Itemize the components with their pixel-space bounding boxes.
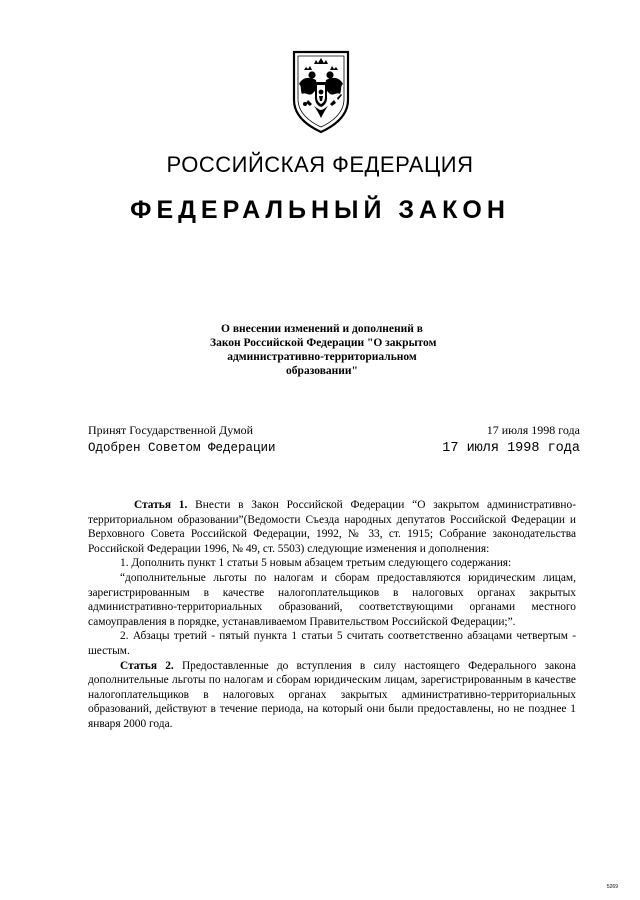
approved-date: 17 июля 1998 года — [442, 441, 580, 456]
subject-line: образовании" — [286, 365, 358, 377]
article-1-text: Внести в Закон Российской Федерации “О закрытом административно-территориальном образовании”(Ведомости Съезда народных депутатов Российской Федерации и Верховного Совета Российской Федерации, 1992, № 33, ст. 1915; Собрание законодательства Российской Федерации 1996, № 49, ст. 5503) следующие изменения и дополнения: — [88, 499, 576, 555]
article-2 — [88, 659, 576, 732]
article-1-item-2: 2. Абзацы третий - пятый пункта 1 статьи 5 считать соответственно абзацами четвертым - шестым. — [88, 630, 576, 657]
subject-line: О внесении изменений и дополнений в — [221, 323, 423, 335]
law-subject — [210, 322, 437, 378]
adopted-date: 17 июля 1998 года — [486, 423, 580, 437]
article-1-quote: “дополнительные льготы по налогам и сборам предоставляются юридическим лицам, зарегистрированным в качестве налогоплательщиков в налоговых органах закрытых административно-территориальных образований, соответствующими органами местного самоуправления в порядке, устанавливаемом Правительством Российской Федерации;”. — [88, 571, 576, 628]
subject-line: Закон Российской Федерации "О закрытом — [210, 337, 437, 349]
article-1-label: Статья 1. — [134, 499, 188, 511]
law-body — [88, 498, 576, 732]
russian-coat-of-arms-icon — [290, 48, 352, 134]
country-title: РОССИЙСКАЯ ФЕДЕРАЦИЯ — [166, 152, 474, 177]
document-type-title: ФЕДЕРАЛЬНЫЙ ЗАКОН — [130, 196, 510, 224]
article-1-intro — [88, 498, 576, 556]
article-1-item-1: 1. Дополнить пункт 1 статьи 5 новым абзацем третьим следующего содержания: — [120, 557, 512, 570]
article-2-text: Предоставленные до вступления в силу настоящего Федерального закона дополнительные льготы по налогам и сборам юридическим лицам, зарегистрированным в качестве налогоплательщиков в налоговых органах закрытых административно-территориальных образований, действуют в течение периода, на который они были предоставлены, но не позднее 1 января 2000 года. — [88, 659, 576, 730]
page-number: 5269 — [606, 884, 618, 890]
adopted-label: Принят Государственной Думой — [88, 423, 254, 437]
subject-line: административно-территориальном — [227, 351, 417, 363]
article-2-label: Статья 2. — [120, 659, 174, 672]
approved-label: Одобрен Советом Федерации — [88, 441, 276, 455]
